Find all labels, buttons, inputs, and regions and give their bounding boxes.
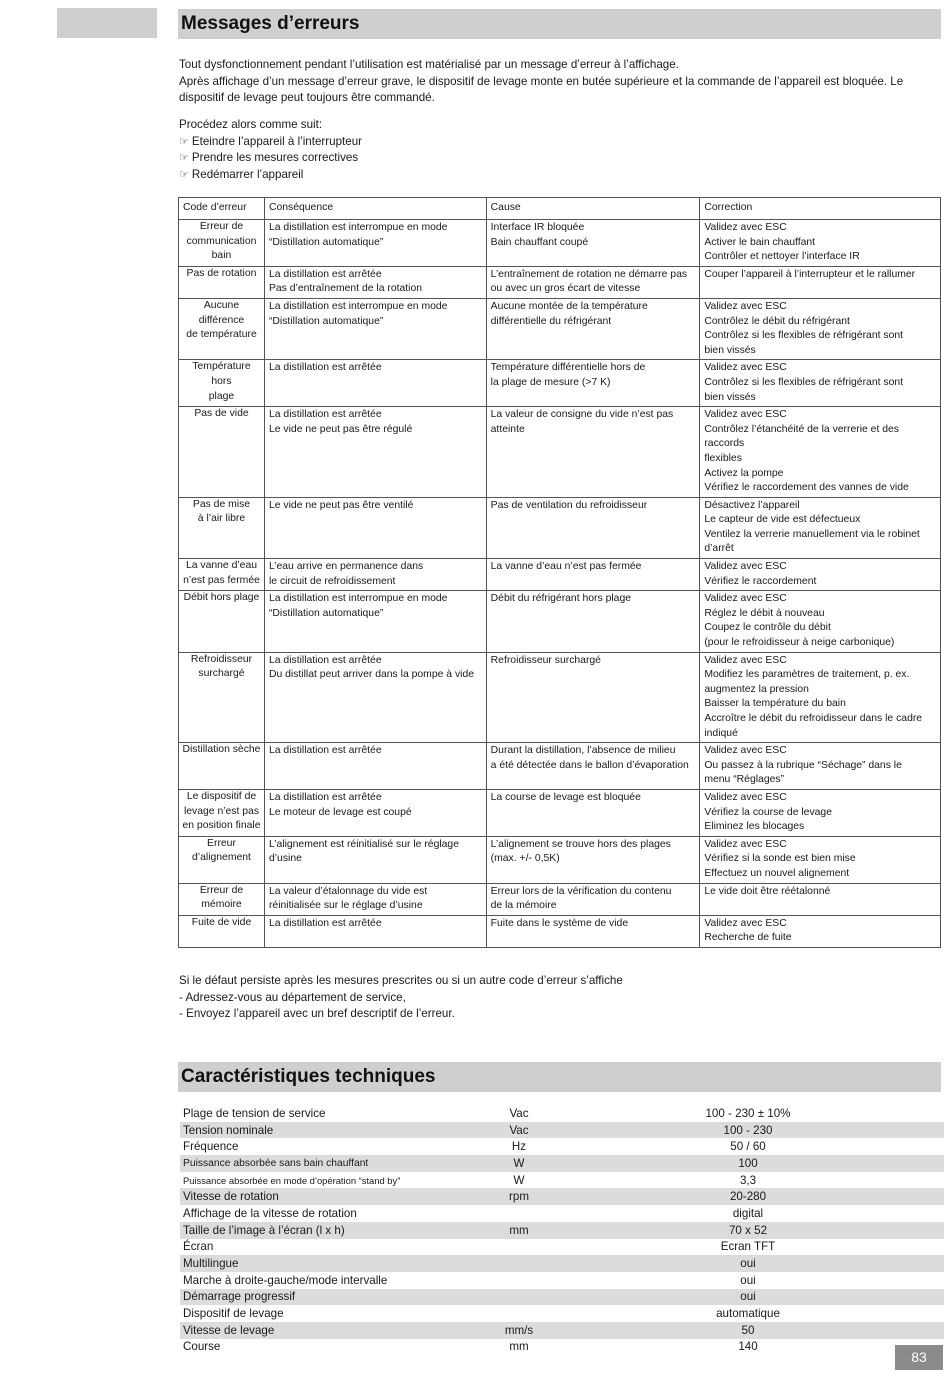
spec-row bbox=[180, 1339, 944, 1356]
spec-unit: mm bbox=[509, 1340, 529, 1354]
cell-line: L’alignement est réinitialisé sur le réglage bbox=[268, 838, 459, 850]
error-cell-consequence bbox=[264, 220, 486, 267]
footer-line-3: - Envoyez l’appareil avec un bref descriptif de l’erreur. bbox=[179, 1007, 455, 1020]
cell-line: Distillation sèche bbox=[182, 744, 261, 756]
error-cell-code bbox=[179, 497, 265, 558]
cell-line: Débit hors plage bbox=[183, 592, 260, 604]
cell-line: Interface IR bloquée bbox=[490, 222, 585, 233]
spec-label: Écran bbox=[183, 1240, 214, 1254]
error-cell-cause bbox=[486, 743, 700, 790]
cell-line: en position finale bbox=[182, 820, 261, 832]
step-3: ☞ Redémarrer l’appareil bbox=[179, 167, 304, 181]
spec-row bbox=[180, 1172, 944, 1189]
cell-line: Fuite de vide bbox=[191, 916, 252, 928]
spec-row bbox=[180, 1188, 944, 1205]
cell-line: Débit du réfrigérant hors plage bbox=[490, 593, 632, 605]
cell-line: Du distillat peut arriver dans la pompe à vide bbox=[268, 669, 475, 681]
error-cell-correction bbox=[700, 497, 941, 558]
cell-line: Vérifiez si la sonde est bien mise bbox=[704, 853, 856, 865]
cell-line: de température bbox=[186, 329, 257, 341]
error-cell-cause bbox=[486, 266, 700, 298]
error-cell-cause bbox=[486, 360, 700, 407]
cell-line: Baisser la température du bain bbox=[704, 698, 846, 710]
cell-line: Aucune bbox=[203, 299, 240, 311]
pointing-hand-icon: ☞ bbox=[179, 135, 189, 148]
spec-value: Ecran TFT bbox=[720, 1240, 776, 1254]
step-2: ☞ Prendre les mesures correctives bbox=[179, 151, 359, 164]
cell-line: n’est pas fermée bbox=[183, 574, 260, 586]
spec-unit: rpm bbox=[486, 1188, 552, 1205]
cell-line: “Distillation automatique” bbox=[268, 236, 384, 248]
pointing-hand-icon: ☞ bbox=[179, 168, 189, 181]
cell-line: La vanne d’eau bbox=[185, 560, 258, 572]
spec-row bbox=[180, 1105, 944, 1122]
spec-value: 100 - 230 ± 10% bbox=[705, 1106, 791, 1120]
error-cell-code bbox=[179, 836, 265, 883]
spec-label: Multilingue bbox=[180, 1255, 486, 1272]
error-cell-consequence bbox=[264, 652, 486, 743]
error-cell-cause bbox=[486, 883, 700, 915]
step-1: ☞ Eteindre l’appareil à l’interrupteur bbox=[179, 134, 363, 148]
error-cell-consequence bbox=[264, 883, 486, 915]
error-cell-consequence bbox=[264, 789, 486, 836]
cell-line: Pas de rotation bbox=[186, 267, 257, 279]
cell-line: différence bbox=[198, 314, 245, 326]
cell-line: Validez avec ESC bbox=[704, 791, 787, 803]
cell-line: d’alignement bbox=[192, 852, 251, 864]
header-cause: Cause bbox=[486, 198, 700, 220]
error-cell-correction bbox=[700, 836, 941, 883]
cell-line: La distillation est arrêtée bbox=[268, 409, 382, 421]
error-cell-correction bbox=[700, 915, 941, 947]
error-row bbox=[179, 220, 941, 267]
error-cell-code bbox=[179, 298, 265, 359]
error-row bbox=[179, 743, 941, 790]
cell-line: Ventilez la verrerie manuellement via le robinet bbox=[704, 528, 920, 540]
spec-label: Puissance absorbée en mode d’opération “stand by” bbox=[183, 1174, 401, 1186]
cell-line: atteinte bbox=[490, 423, 525, 435]
error-cell-code bbox=[179, 360, 265, 407]
cell-line: Contrôlez le débit du réfrigérant bbox=[704, 315, 850, 327]
cell-line: Accroître le débit du refroidisseur dans le cadre indiqué bbox=[704, 713, 923, 739]
cell-line: Validez avec ESC bbox=[704, 561, 787, 573]
cell-line: Contrôler et nettoyer l’interface IR bbox=[704, 251, 860, 263]
section-title-errors: Messages d’erreurs bbox=[178, 9, 941, 39]
cell-line: L’alignement se trouve hors des plages bbox=[490, 838, 671, 850]
cell-line: “Distillation automatique” bbox=[268, 315, 384, 327]
error-table bbox=[178, 197, 941, 948]
spec-row bbox=[180, 1155, 944, 1172]
error-cell-cause bbox=[486, 652, 700, 743]
cell-line: Fuite dans le système de vide bbox=[490, 917, 629, 929]
cell-line: Refroidisseur surchargé bbox=[490, 654, 601, 666]
error-row bbox=[179, 266, 941, 298]
spec-label: Fréquence bbox=[183, 1140, 239, 1154]
cell-line: Modifiez les paramètres de traitement, p. ex. bbox=[704, 669, 910, 681]
cell-line: bien vissés bbox=[704, 344, 756, 356]
error-table-header bbox=[179, 198, 941, 220]
cell-line: La distillation est interrompue en mode bbox=[268, 593, 448, 605]
cell-line: Validez avec ESC bbox=[704, 300, 787, 312]
spec-label: Démarrage progressif bbox=[180, 1289, 486, 1306]
spec-unit: Hz bbox=[511, 1140, 527, 1154]
header-code: Code d’erreur bbox=[179, 198, 265, 220]
spec-label: Affichage de la vitesse de rotation bbox=[183, 1206, 357, 1220]
cell-line: La distillation est arrêtée bbox=[268, 745, 382, 757]
spec-unit: Vac bbox=[486, 1122, 552, 1139]
spec-value: 50 bbox=[552, 1322, 944, 1339]
error-row bbox=[179, 883, 941, 915]
spec-value: oui bbox=[552, 1255, 944, 1272]
cell-line: Le capteur de vide est défectueux bbox=[704, 514, 861, 526]
cell-line: Pas de ventilation du refroidisseur bbox=[490, 499, 648, 511]
footer-line-1: Si le défaut persiste après les mesures prescrites ou si un autre code d’erreur s’affiche bbox=[179, 974, 623, 987]
cell-line: Effectuez un nouvel alignement bbox=[704, 867, 850, 879]
spec-value: 70 x 52 bbox=[552, 1222, 944, 1239]
error-row bbox=[179, 836, 941, 883]
error-cell-cause bbox=[486, 915, 700, 947]
cell-line: La distillation est arrêtée bbox=[268, 791, 382, 803]
error-cell-code bbox=[179, 266, 265, 298]
spec-unit: mm/s bbox=[486, 1322, 552, 1339]
spec-unit bbox=[486, 1289, 552, 1306]
specs-table bbox=[180, 1105, 944, 1355]
error-cell-consequence bbox=[264, 497, 486, 558]
error-cell-cause bbox=[486, 298, 700, 359]
cell-line: Vérifiez le raccordement bbox=[704, 575, 817, 587]
spec-label: Taille de l’image à l’écran (l x h) bbox=[180, 1222, 486, 1239]
cell-line: Eliminez les blocages bbox=[704, 821, 805, 833]
cell-line: Validez avec ESC bbox=[704, 838, 787, 850]
spec-row bbox=[180, 1322, 944, 1339]
cell-line: ou avec un gros écart de vitesse bbox=[490, 283, 641, 295]
error-row bbox=[179, 360, 941, 407]
cell-line: a été détectée dans le ballon d’évaporation bbox=[490, 759, 689, 771]
cell-line: L’entraînement de rotation ne démarre pas bbox=[490, 268, 688, 280]
cell-line: La course de levage est bloquée bbox=[490, 791, 641, 803]
cell-line: La distillation est interrompue en mode bbox=[268, 300, 448, 312]
error-cell-correction bbox=[700, 789, 941, 836]
cell-line: Le vide ne peut pas être ventilé bbox=[268, 499, 414, 511]
cell-line: Aucune montée de la température bbox=[490, 300, 648, 312]
spec-unit bbox=[486, 1205, 552, 1222]
error-cell-correction bbox=[700, 591, 941, 652]
spec-row bbox=[180, 1255, 944, 1272]
error-cell-consequence bbox=[264, 298, 486, 359]
cell-line: augmentez la pression bbox=[704, 683, 809, 695]
cell-line: d’arrêt bbox=[704, 543, 734, 555]
error-cell-code bbox=[179, 743, 265, 790]
error-cell-cause bbox=[486, 789, 700, 836]
error-cell-correction bbox=[700, 559, 941, 591]
cell-line: Bain chauffant coupé bbox=[490, 236, 589, 248]
cell-line: bain bbox=[211, 250, 232, 262]
error-cell-cause bbox=[486, 220, 700, 267]
error-cell-consequence bbox=[264, 266, 486, 298]
spec-label: Puissance absorbée sans bain chauffant bbox=[180, 1155, 486, 1172]
spec-unit: Vac bbox=[509, 1106, 529, 1120]
footer-note bbox=[179, 973, 623, 1023]
spec-label: Dispositif de levage bbox=[183, 1307, 284, 1321]
cell-line: Pas d’entraînement de la rotation bbox=[268, 283, 423, 295]
cell-line: Le vide ne peut pas être régulé bbox=[268, 423, 413, 435]
cell-line: le circuit de refroidissement bbox=[268, 575, 396, 587]
cell-line: Durant la distillation, l’absence de milieu bbox=[490, 745, 676, 757]
intro-line-2: Après affichage d’un message d’erreur grave, le dispositif de levage monte en butée supérieure et la commande de l’appareil est bloquée. Le dispositif de levage peut toujours être commandé. bbox=[179, 74, 904, 104]
error-cell-correction bbox=[700, 883, 941, 915]
cell-line: Contrôlez si les flexibles de réfrigérant sont bbox=[704, 330, 904, 342]
cell-line: Activer le bain chauffant bbox=[704, 236, 816, 248]
spec-label: Course bbox=[183, 1340, 221, 1354]
spec-row bbox=[180, 1122, 944, 1139]
cell-line: Réglez le débit à nouveau bbox=[704, 607, 825, 619]
cell-line: La distillation est interrompue en mode bbox=[268, 222, 448, 233]
cell-line: Contrôlez si les flexibles de réfrigérant sont bbox=[704, 376, 904, 388]
cell-line: (max. +/- 0,5K) bbox=[490, 853, 560, 865]
spec-row bbox=[180, 1239, 944, 1256]
error-row bbox=[179, 407, 941, 498]
cell-line: différentielle du réfrigérant bbox=[490, 315, 612, 327]
cell-line: La distillation est arrêtée bbox=[268, 362, 382, 374]
error-cell-consequence bbox=[264, 360, 486, 407]
spec-unit: W bbox=[513, 1173, 525, 1187]
cell-line: Refroidisseur bbox=[190, 653, 253, 665]
cell-line: de la mémoire bbox=[490, 900, 557, 912]
cell-line: la plage de mesure (>7 K) bbox=[490, 376, 611, 388]
cell-line: La valeur d’étalonnage du vide est bbox=[268, 885, 428, 897]
spec-label: Plage de tension de service bbox=[183, 1106, 326, 1120]
cell-line: d’usine bbox=[268, 853, 302, 865]
error-cell-cause bbox=[486, 407, 700, 498]
spec-row bbox=[180, 1272, 944, 1289]
spec-label: Marche à droite-gauche/mode intervalle bbox=[183, 1273, 388, 1287]
error-cell-correction bbox=[700, 407, 941, 498]
error-cell-code bbox=[179, 652, 265, 743]
cell-line: Coupez le contrôle du débit bbox=[704, 622, 831, 634]
cell-line: Erreur lors de la vérification du contenu bbox=[490, 885, 672, 897]
cell-line: à l’air libre bbox=[197, 513, 246, 525]
spec-row bbox=[180, 1138, 944, 1155]
cell-line: Le vide doit être réétalonné bbox=[704, 885, 831, 897]
header-consequence: Conséquence bbox=[264, 198, 486, 220]
spec-label: Vitesse de rotation bbox=[180, 1188, 486, 1205]
error-cell-correction bbox=[700, 652, 941, 743]
cell-line: Ou passez à la rubrique “Séchage” dans le bbox=[704, 759, 902, 771]
error-cell-correction bbox=[700, 298, 941, 359]
error-cell-consequence bbox=[264, 591, 486, 652]
cell-line: Vérifiez le raccordement des vannes de vide bbox=[704, 482, 909, 494]
cell-line: Couper l’appareil à l’interrupteur et le rallumer bbox=[704, 268, 916, 280]
cell-line: mémoire bbox=[201, 899, 242, 911]
error-row bbox=[179, 591, 941, 652]
error-cell-cause bbox=[486, 497, 700, 558]
error-cell-code bbox=[179, 915, 265, 947]
spec-value: 100 - 230 bbox=[552, 1122, 944, 1139]
spec-row bbox=[180, 1205, 944, 1222]
error-cell-correction bbox=[700, 743, 941, 790]
cell-line: réinitialisée sur le réglage d’usine bbox=[268, 900, 423, 912]
cell-line: Température bbox=[192, 361, 251, 373]
cell-line: (pour le refroidisseur à neige carbonique) bbox=[704, 637, 895, 649]
footer-line-2: - Adressez-vous au département de service, bbox=[179, 990, 406, 1004]
cell-line: Validez avec ESC bbox=[704, 654, 787, 666]
error-cell-correction bbox=[700, 266, 941, 298]
error-row bbox=[179, 915, 941, 947]
cell-line: Le dispositif de bbox=[186, 790, 257, 802]
cell-line: Validez avec ESC bbox=[704, 409, 787, 421]
spec-unit bbox=[486, 1305, 552, 1322]
error-cell-consequence bbox=[264, 836, 486, 883]
cell-line: Contrôlez l’étanchéité de la verrerie et des raccords bbox=[704, 423, 899, 450]
spec-unit bbox=[486, 1272, 552, 1289]
spec-value: digital bbox=[732, 1206, 764, 1220]
cell-line: Validez avec ESC bbox=[704, 745, 787, 757]
side-tab bbox=[57, 8, 157, 38]
cell-line: menu “Réglages” bbox=[704, 774, 785, 786]
spec-label: Vitesse de levage bbox=[180, 1322, 486, 1339]
spec-label: Tension nominale bbox=[180, 1122, 486, 1139]
spec-row bbox=[180, 1289, 944, 1306]
header-correction: Correction bbox=[700, 198, 941, 220]
cell-line: hors bbox=[211, 375, 232, 387]
error-row bbox=[179, 298, 941, 359]
error-cell-correction bbox=[700, 220, 941, 267]
error-cell-consequence bbox=[264, 743, 486, 790]
cell-line: Erreur de bbox=[199, 884, 244, 896]
error-row bbox=[179, 789, 941, 836]
error-cell-correction bbox=[700, 360, 941, 407]
cell-line: Validez avec ESC bbox=[704, 917, 787, 929]
error-cell-code bbox=[179, 883, 265, 915]
spec-unit: mm bbox=[486, 1222, 552, 1239]
cell-line: Désactivez l’appareil bbox=[704, 499, 800, 511]
spec-unit: W bbox=[486, 1155, 552, 1172]
error-cell-cause bbox=[486, 559, 700, 591]
spec-value: oui bbox=[552, 1289, 944, 1306]
cell-line: Recherche de fuite bbox=[704, 932, 792, 944]
error-cell-code bbox=[179, 789, 265, 836]
spec-value: automatique bbox=[716, 1307, 780, 1321]
spec-value: 100 bbox=[552, 1155, 944, 1172]
spec-row bbox=[180, 1305, 944, 1322]
cell-line: levage n’est pas bbox=[183, 805, 260, 817]
spec-value: 140 bbox=[738, 1340, 758, 1354]
cell-line: Pas de mise bbox=[192, 498, 251, 510]
cell-line: Validez avec ESC bbox=[704, 222, 787, 233]
error-cell-code bbox=[179, 220, 265, 267]
error-cell-code bbox=[179, 559, 265, 591]
cell-line: Température différentielle hors de bbox=[490, 362, 646, 374]
error-row bbox=[179, 497, 941, 558]
cell-line: surchargé bbox=[198, 668, 245, 680]
error-cell-consequence bbox=[264, 407, 486, 498]
spec-unit bbox=[486, 1239, 552, 1256]
error-cell-code bbox=[179, 407, 265, 498]
error-cell-cause bbox=[486, 836, 700, 883]
cell-line: L’eau arrive en permanence dans bbox=[268, 561, 424, 573]
error-cell-cause bbox=[486, 591, 700, 652]
cell-line: La distillation est arrêtée bbox=[268, 654, 382, 666]
intro-text bbox=[179, 57, 943, 107]
cell-line: La valeur de consigne du vide n’est pas bbox=[490, 409, 674, 421]
cell-line: Validez avec ESC bbox=[704, 362, 787, 374]
spec-value: 20-280 bbox=[552, 1188, 944, 1205]
cell-line: Activez la pompe bbox=[704, 467, 784, 479]
cell-line: Erreur de bbox=[199, 221, 244, 232]
intro-line-1: Tout dysfonctionnement pendant l’utilisation est matérialisé par un message d’erreur à l’affichage. bbox=[179, 58, 679, 71]
section-title-specs: Caractéristiques techniques bbox=[178, 1062, 941, 1092]
procedure bbox=[179, 117, 362, 183]
cell-line: Le moteur de levage est coupé bbox=[268, 806, 412, 818]
page-number: 83 bbox=[895, 1345, 943, 1370]
cell-line: La distillation est arrêtée bbox=[268, 268, 382, 280]
spec-value: oui bbox=[740, 1273, 756, 1287]
pointing-hand-icon: ☞ bbox=[179, 152, 189, 164]
spec-value: 3,3 bbox=[739, 1173, 757, 1187]
cell-line: flexibles bbox=[704, 452, 742, 464]
procedure-title: Procédez alors comme suit: bbox=[179, 118, 323, 131]
cell-line: “Distillation automatique” bbox=[268, 607, 384, 619]
spec-value: 50 / 60 bbox=[730, 1140, 766, 1154]
error-row bbox=[179, 652, 941, 743]
cell-line: Erreur bbox=[207, 837, 236, 849]
error-cell-code bbox=[179, 591, 265, 652]
spec-row bbox=[180, 1222, 944, 1239]
cell-line: Vérifiez la course de levage bbox=[704, 806, 832, 818]
spec-unit bbox=[486, 1255, 552, 1272]
error-cell-consequence bbox=[264, 915, 486, 947]
cell-line: Pas de vide bbox=[194, 408, 249, 420]
cell-line: bien vissés bbox=[704, 391, 756, 403]
cell-line: communication bbox=[186, 235, 257, 247]
cell-line: Validez avec ESC bbox=[704, 593, 787, 605]
cell-line: La vanne d’eau n’est pas fermée bbox=[490, 561, 642, 573]
cell-line: La distillation est arrêtée bbox=[268, 917, 382, 929]
error-cell-consequence bbox=[264, 559, 486, 591]
cell-line: plage bbox=[208, 390, 235, 402]
error-row bbox=[179, 559, 941, 591]
